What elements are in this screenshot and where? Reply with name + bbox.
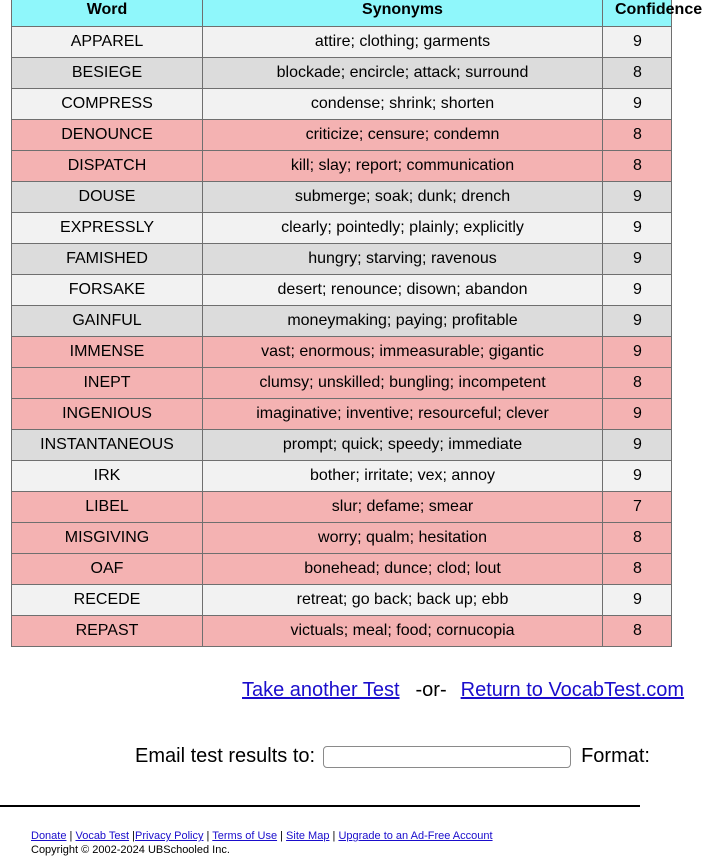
terms-of-use-link[interactable]: Terms of Use [212, 830, 278, 842]
footer-divider [0, 805, 640, 807]
table-row [12, 275, 672, 306]
confidence-cell: 9 [603, 430, 672, 461]
synonyms-cell: kill; slay; report; communication [203, 151, 603, 182]
word-cell: INSTANTANEOUS [12, 430, 203, 461]
table-row [12, 523, 672, 554]
word-cell: OAF [12, 554, 203, 585]
synonyms-cell: condense; shrink; shorten [203, 89, 603, 120]
word-cell: INEPT [12, 368, 203, 399]
synonyms-cell: attire; clothing; garments [203, 27, 603, 58]
word-cell: LIBEL [12, 492, 203, 523]
word-cell: DISPATCH [12, 151, 203, 182]
table-row [12, 58, 672, 89]
confidence-cell: 9 [603, 27, 672, 58]
copyright-text: Copyright © 2002-2024 UBSchooled Inc. [31, 844, 230, 856]
word-column-header: Word [12, 0, 203, 27]
table-row [12, 368, 672, 399]
word-cell: BESIEGE [12, 58, 203, 89]
synonyms-cell: clearly; pointedly; plainly; explicitly [203, 213, 603, 244]
table-row [12, 27, 672, 58]
table-row [12, 182, 672, 213]
confidence-cell: 9 [603, 244, 672, 275]
site-map-link[interactable]: Site Map [286, 830, 330, 842]
confidence-cell: 9 [603, 461, 672, 492]
word-cell: INGENIOUS [12, 399, 203, 430]
email-label: Email test results to: [135, 745, 316, 767]
table-row [12, 399, 672, 430]
synonyms-cell: victuals; meal; food; cornucopia [203, 616, 603, 647]
confidence-cell: 9 [603, 275, 672, 306]
synonyms-cell: slur; defame; smear [203, 492, 603, 523]
word-cell: FORSAKE [12, 275, 203, 306]
synonyms-cell: clumsy; unskilled; bungling; incompetent [203, 368, 603, 399]
word-cell: EXPRESSLY [12, 213, 203, 244]
or-separator: -or- [415, 679, 447, 701]
take-another-test-link[interactable]: Take another Test [242, 679, 400, 701]
confidence-cell: 9 [603, 399, 672, 430]
word-cell: IRK [12, 461, 203, 492]
footer-links: Donate | Vocab Test |Privacy Policy | Terms of Use | Site Map | Upgrade to an Ad-Free Account [31, 830, 493, 842]
word-cell: FAMISHED [12, 244, 203, 275]
synonyms-cell: desert; renounce; disown; abandon [203, 275, 603, 306]
word-cell: APPAREL [12, 27, 203, 58]
word-cell: COMPRESS [12, 89, 203, 120]
synonyms-cell: hungry; starving; ravenous [203, 244, 603, 275]
confidence-cell: 8 [603, 120, 672, 151]
upgrade-ad-free-link[interactable]: Upgrade to an Ad-Free Account [338, 830, 493, 842]
confidence-cell: 8 [603, 58, 672, 89]
footer [31, 829, 493, 857]
donate-link[interactable]: Donate [31, 830, 67, 842]
table-row [12, 585, 672, 616]
confidence-cell: 8 [603, 151, 672, 182]
word-cell: RECEDE [12, 585, 203, 616]
synonyms-cell: bonehead; dunce; clod; lout [203, 554, 603, 585]
table-row [12, 244, 672, 275]
confidence-cell: 8 [603, 554, 672, 585]
word-cell: DENOUNCE [12, 120, 203, 151]
word-cell: GAINFUL [12, 306, 203, 337]
confidence-cell: 9 [603, 306, 672, 337]
word-cell: IMMENSE [12, 337, 203, 368]
confidence-cell: 9 [603, 89, 672, 120]
table-row [12, 213, 672, 244]
synonyms-cell: submerge; soak; dunk; drench [203, 182, 603, 213]
table-row [12, 151, 672, 182]
confidence-cell: 9 [603, 213, 672, 244]
table-row [12, 337, 672, 368]
confidence-cell: 9 [603, 182, 672, 213]
confidence-cell: 8 [603, 616, 672, 647]
email-input[interactable] [323, 746, 571, 768]
action-links [242, 679, 684, 702]
synonyms-cell: imaginative; inventive; resourceful; clever [203, 399, 603, 430]
table-row [12, 120, 672, 151]
privacy-policy-link[interactable]: Privacy Policy [135, 830, 204, 842]
table-row [12, 89, 672, 120]
return-to-vocabtest-link[interactable]: Return to VocabTest.com [460, 679, 685, 701]
word-cell: REPAST [12, 616, 203, 647]
table-row [12, 616, 672, 647]
synonyms-cell: blockade; encircle; attack; surround [203, 58, 603, 89]
synonyms-cell: vast; enormous; immeasurable; gigantic [203, 337, 603, 368]
results-table [11, 0, 702, 647]
table-row [12, 492, 672, 523]
synonyms-cell: retreat; go back; back up; ebb [203, 585, 603, 616]
synonyms-cell: prompt; quick; speedy; immediate [203, 430, 603, 461]
synonyms-cell: moneymaking; paying; profitable [203, 306, 603, 337]
table-row [12, 461, 672, 492]
table-row [12, 430, 672, 461]
table-header-row [12, 0, 672, 27]
table-row [12, 306, 672, 337]
confidence-column-header: Confidence [603, 0, 672, 27]
confidence-cell: 9 [603, 585, 672, 616]
email-results-form [135, 745, 650, 768]
synonyms-column-header: Synonyms [203, 0, 603, 27]
table-row [12, 554, 672, 585]
word-cell: MISGIVING [12, 523, 203, 554]
word-cell: DOUSE [12, 182, 203, 213]
synonyms-cell: worry; qualm; hesitation [203, 523, 603, 554]
confidence-cell: 8 [603, 523, 672, 554]
vocab-test-link[interactable]: Vocab Test [75, 830, 130, 842]
synonyms-cell: criticize; censure; condemn [203, 120, 603, 151]
confidence-cell: 7 [603, 492, 672, 523]
confidence-cell: 9 [603, 337, 672, 368]
results-table-body [12, 27, 672, 647]
confidence-cell: 8 [603, 368, 672, 399]
format-label: Format: [581, 745, 650, 767]
synonyms-cell: bother; irritate; vex; annoy [203, 461, 603, 492]
